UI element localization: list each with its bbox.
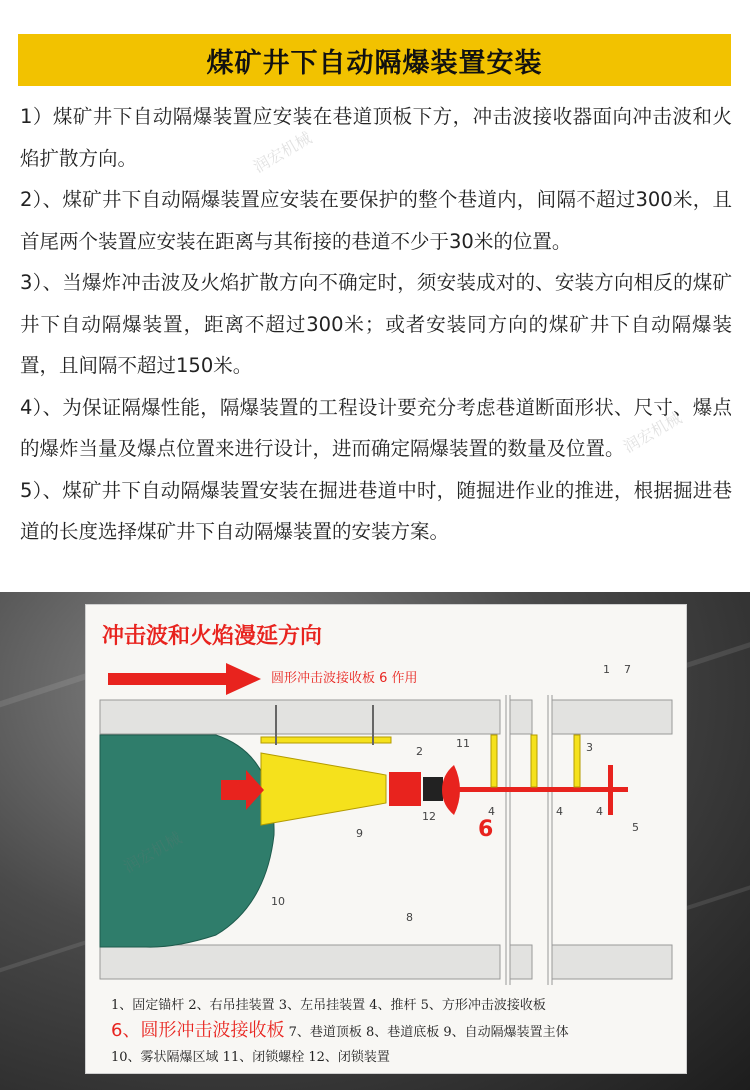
callout-12: 12 bbox=[422, 810, 436, 823]
lock-device bbox=[389, 772, 421, 806]
roadway-roof bbox=[100, 700, 672, 734]
callout-4c: 4 bbox=[596, 805, 603, 818]
watermark-2: 润宏机械 bbox=[120, 828, 185, 877]
callout-3: 3 bbox=[586, 741, 593, 754]
callout-10: 10 bbox=[271, 895, 285, 908]
callout-9: 9 bbox=[356, 827, 363, 840]
callout-6: 6 bbox=[478, 817, 494, 842]
callout-4a: 4 bbox=[488, 805, 495, 818]
installation-diagram bbox=[85, 604, 687, 1074]
title-banner bbox=[18, 34, 731, 86]
device-body bbox=[261, 753, 386, 825]
watermark-3: 润宏机械 bbox=[620, 408, 685, 457]
hanger-left-1 bbox=[491, 735, 497, 787]
legend-row-2 bbox=[111, 1018, 681, 1045]
callout-8: 8 bbox=[406, 911, 413, 924]
paragraph-4: 4）、为保证隔爆性能，隔爆装置的工程设计要充分考虑巷道断面形状、尺寸、爆点的爆炸当量及爆点位置来进行设计，进而确定隔爆装置的数量及位置。 bbox=[20, 395, 732, 460]
paragraph-1: 1）煤矿井下自动隔爆装置应安装在巷道顶板下方，冲击波接收器面向冲击波和火焰扩散方向。 bbox=[20, 105, 732, 170]
hanger-left-3 bbox=[574, 735, 580, 787]
legend-highlight: 6、圆形冲击波接收板 bbox=[111, 1020, 285, 1041]
roadway-floor bbox=[100, 945, 672, 979]
diagram-drawing bbox=[86, 605, 686, 995]
watermark-1: 润宏机械 bbox=[250, 128, 315, 177]
callout-5: 5 bbox=[632, 821, 639, 834]
callout-4b: 4 bbox=[556, 805, 563, 818]
section-breaks bbox=[506, 695, 552, 985]
legend-row-1: 1、固定锚杆 2、右吊挂装置 3、左吊挂装置 4、推杆 5、方形冲击波接收板 bbox=[111, 998, 546, 1013]
paragraph-2: 2）、煤矿井下自动隔爆装置应安装在要保护的整个巷道内，间隔不超过300米，且首尾两个装置应安装在距离与其衔接的巷道不少于30米的位置。 bbox=[20, 188, 732, 253]
push-rod bbox=[458, 787, 628, 792]
diagram-heading: 冲击波和火焰漫延方向 bbox=[102, 624, 323, 649]
arrow-label: 圆形冲击波接收板 6 作用 bbox=[271, 671, 418, 686]
legend-row-2-rest: 7、巷道顶板 8、巷道底板 9、自动隔爆装置主体 bbox=[284, 1025, 569, 1040]
mist-zone bbox=[100, 735, 274, 947]
callout-1: 1 bbox=[603, 663, 610, 676]
square-receiver-plate bbox=[608, 765, 613, 815]
paragraph-5: 5）、煤矿井下自动隔爆装置安装在掘进巷道中时，随掘进作业的推进，根据掘进巷道的长度选择煤矿井下自动隔爆装置的安装方案。 bbox=[20, 478, 732, 543]
page-title: 煤矿井下自动隔爆装置安装 bbox=[206, 47, 543, 79]
paragraph-3: 3）、当爆炸冲击波及火焰扩散方向不确定时，须安装成对的、安装方向相反的煤矿井下自动隔爆装置，距离不超过300米；或者安装同方向的煤矿井下自动隔爆装置，且间隔不超过150米。 bbox=[20, 271, 732, 377]
legend-row-3: 10、雾状隔爆区域 11、闭锁螺栓 12、闭锁装置 bbox=[111, 1050, 390, 1065]
lock-bolt bbox=[423, 777, 443, 801]
diagram-legend bbox=[111, 993, 681, 1070]
callout-11: 11 bbox=[456, 737, 470, 750]
hanger-bar bbox=[261, 737, 391, 743]
callout-7: 7 bbox=[624, 663, 631, 676]
round-receiver-plate bbox=[442, 765, 460, 815]
hanger-left-2 bbox=[531, 735, 537, 787]
instructions-text bbox=[20, 96, 732, 553]
callout-2: 2 bbox=[416, 745, 423, 758]
direction-arrow bbox=[108, 663, 261, 695]
